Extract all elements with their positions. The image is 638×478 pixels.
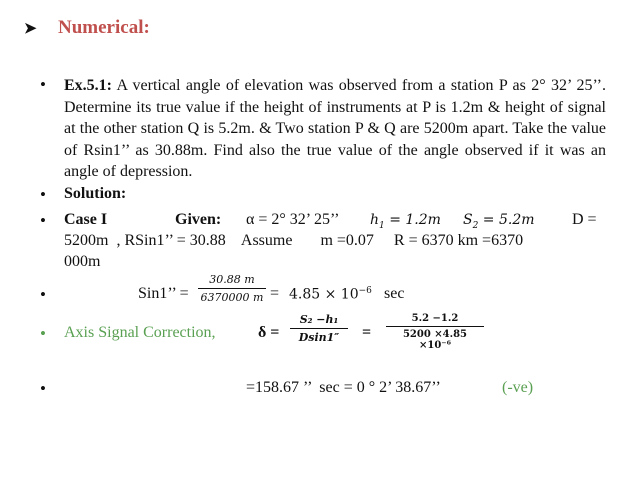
case-line-3: 000m bbox=[64, 253, 101, 270]
axis-numerator-2: 5.2 −1.2 bbox=[411, 313, 459, 324]
sin-denominator: 6370000 m bbox=[200, 291, 264, 304]
sin-fraction bbox=[198, 273, 266, 304]
axis-numerator-1: S₂ −h₁ bbox=[299, 313, 339, 326]
bullet-icon: • bbox=[40, 285, 46, 304]
case-label: Case I bbox=[64, 211, 108, 228]
heading-text: Numerical: bbox=[58, 17, 150, 38]
result-value: =158.67 ’’ sec = 0 ° 2’ 38.67’’ bbox=[246, 379, 441, 396]
axis-denominator-2: 5200 ×4.85 ×10⁻⁶ bbox=[402, 329, 468, 351]
result-sign: (-ve) bbox=[502, 379, 534, 396]
sin-value: $4.85 \times 10^{-6}$ bbox=[289, 286, 372, 303]
solution-label: Solution: bbox=[64, 185, 127, 202]
given-label: Given: bbox=[175, 211, 222, 228]
section-heading bbox=[24, 17, 150, 39]
sin-numerator: 30.88 m bbox=[209, 273, 255, 286]
delta-symbol: δ = bbox=[258, 324, 280, 341]
axis-equals: = bbox=[362, 324, 372, 341]
sin-unit: sec bbox=[384, 285, 405, 302]
bullet-icon: • bbox=[40, 379, 46, 398]
bullet-icon: • bbox=[40, 185, 46, 204]
example-text: A vertical angle of elevation was observed from a station P as 2° 32’ 25’’. Determine its true value if the height of instruments at P is 1.2m & height of signal at the other station Q is 5.2m. & Two station P & Q are 5200m apart. Take the value of Rsin1’’ as 30.88m. Find also the true value of the angle observed if it was an angle of depression. bbox=[64, 77, 606, 180]
sin-equals: = bbox=[270, 285, 280, 302]
axis-correction-label: Axis Signal Correction, bbox=[64, 324, 216, 341]
sin-lhs: Sin1’’ = bbox=[138, 285, 189, 302]
s2-value: $S_2 = 5.2m$ bbox=[463, 212, 535, 231]
axis-fraction-2 bbox=[386, 313, 484, 351]
bullet-icon: • bbox=[40, 211, 46, 230]
example-paragraph bbox=[64, 75, 606, 183]
axis-denominator-1: Dsin1″ bbox=[298, 331, 340, 344]
case-line-2: 5200m , RSin1’’ = 30.88 Assume m =0.07 R = 6370 km =6370 bbox=[64, 232, 524, 249]
bullet-icon: • bbox=[40, 324, 46, 343]
alpha-value: α = 2° 32’ 25’’ bbox=[246, 211, 340, 228]
arrow-bullet-icon: ➤ bbox=[24, 21, 37, 37]
distance-eq: D = bbox=[572, 211, 597, 228]
example-label: Ex.5.1: bbox=[64, 77, 112, 94]
bullet-icon: • bbox=[40, 75, 46, 94]
h1-value: $h_1 = 1.2m$ bbox=[370, 212, 441, 231]
axis-fraction-1 bbox=[290, 313, 348, 344]
